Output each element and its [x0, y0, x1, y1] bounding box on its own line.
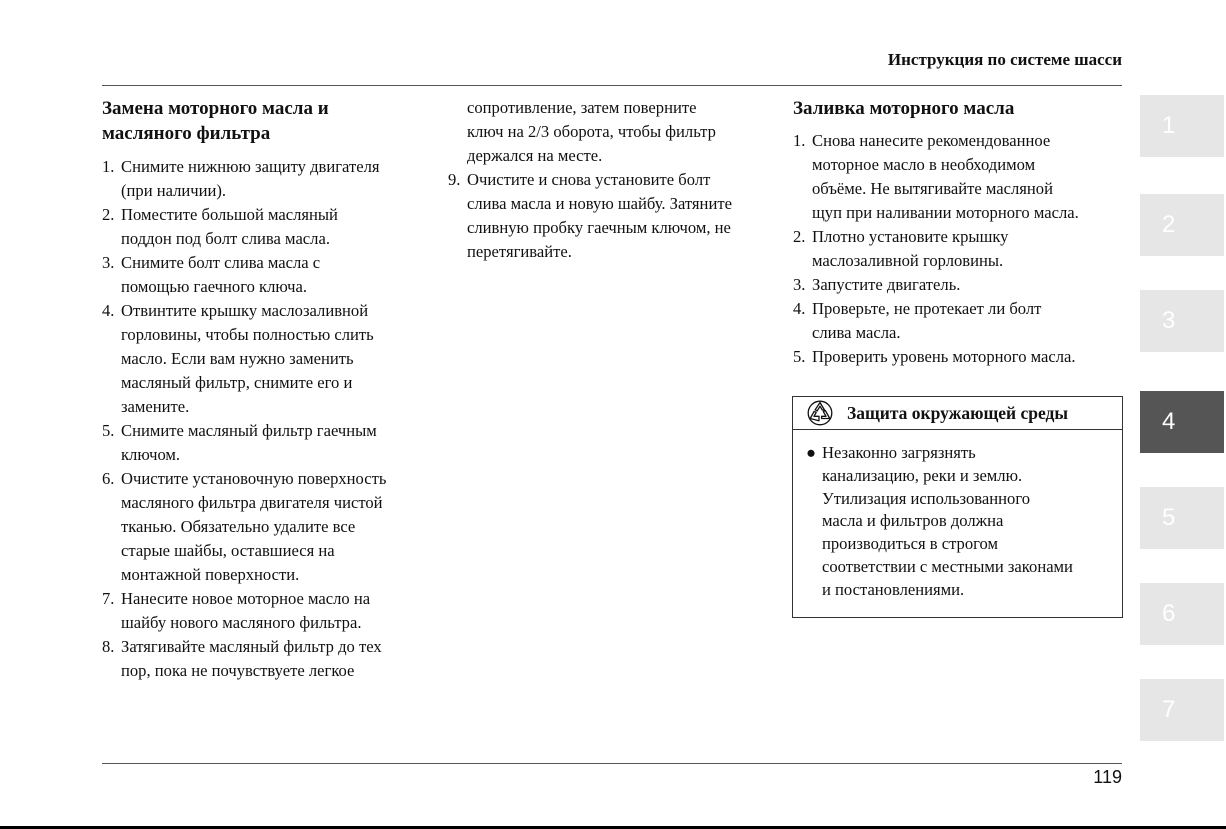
step-line: Очистите и снова установите болт	[467, 170, 711, 189]
bullet-dot: ●	[806, 443, 817, 462]
step-line: Затягивайте масляный фильтр до тех	[121, 637, 382, 656]
step-item	[793, 345, 1123, 369]
chapter-tab-5[interactable]	[1140, 487, 1224, 549]
step-item	[102, 251, 432, 299]
step-number: 5.	[102, 421, 115, 440]
notice-bullet-item	[806, 442, 1108, 602]
step-line: Проверьте, не протекает ли болт	[812, 299, 1042, 318]
step-item	[448, 168, 778, 264]
step-line: Запустите двигатель.	[812, 275, 961, 294]
column-left	[102, 96, 432, 683]
environment-notice-title: Защита окружающей среды	[847, 402, 1068, 423]
chapter-tab-label: 5	[1162, 504, 1176, 531]
step-line: Отвинтите крышку маслозаливной	[121, 301, 369, 320]
step-line: щуп при наливании моторного масла.	[812, 203, 1079, 222]
chapter-tab-label: 7	[1162, 696, 1176, 723]
page-number: 119	[1093, 767, 1122, 787]
step-item	[102, 467, 432, 587]
step-line: Проверить уровень моторного масла.	[812, 347, 1076, 366]
chapter-tab-label: 2	[1162, 211, 1176, 238]
column-right	[793, 96, 1123, 369]
step-number: 1.	[793, 131, 806, 150]
oil-fill-steps	[793, 129, 1123, 369]
step-line: масляного фильтра двигателя чистой	[121, 493, 383, 512]
notice-line: Незаконно загрязнять	[822, 443, 976, 462]
notice-line: соответствии с местными законами	[822, 556, 1073, 576]
chapter-tab-label: 3	[1162, 307, 1176, 334]
step-number: 2.	[793, 227, 806, 246]
step-continuation	[448, 96, 778, 168]
step-number: 3.	[102, 253, 115, 272]
section-title-line: Замена моторного масла и	[102, 98, 329, 119]
step-number: 3.	[793, 275, 806, 294]
step-line: сливную пробку гаечным ключом, не	[467, 218, 731, 237]
column-middle	[448, 96, 778, 264]
chapter-tab-1[interactable]	[1140, 95, 1224, 157]
step-item	[102, 419, 432, 467]
step-line: Снимите нижнюю защиту двигателя	[121, 157, 380, 176]
step-line: пор, пока не почувствуете легкое	[121, 661, 355, 680]
notice-line: и постановлениями.	[822, 579, 965, 599]
step-line: (при наличии).	[121, 181, 227, 200]
chapter-tab-6[interactable]	[1140, 583, 1224, 645]
section-title-oil-change	[102, 96, 432, 146]
step-line: Нанесите новое моторное масло на	[121, 589, 371, 608]
environment-notice-body	[793, 430, 1122, 602]
step-item	[102, 299, 432, 419]
section-title-line: масляного фильтра	[102, 123, 271, 144]
step-line: масло. Если вам нужно заменить	[121, 349, 354, 368]
step-number: 2.	[102, 205, 115, 224]
notice-line: производиться в строгом	[822, 534, 999, 554]
chapter-tab-3[interactable]	[1140, 290, 1224, 352]
environment-notice-header	[793, 397, 1122, 430]
step-number: 6.	[102, 469, 115, 488]
chapter-tab-label: 1	[1162, 112, 1176, 139]
step-line: держался на месте.	[467, 146, 603, 165]
step-item	[793, 129, 1123, 225]
chapter-tab-label: 6	[1162, 600, 1176, 627]
step-line: поддон под болт слива масла.	[121, 229, 330, 248]
step-item	[793, 297, 1123, 345]
notice-line: канализацию, реки и землю.	[822, 465, 1023, 485]
step-line: Снимите болт слива масла с	[121, 253, 321, 272]
step-line: Поместите большой масляный	[121, 205, 338, 224]
step-line: горловины, чтобы полностью слить	[121, 325, 374, 344]
step-number: 5.	[793, 347, 806, 366]
step-line: ключ на 2/3 оборота, чтобы фильтр	[467, 122, 716, 141]
step-line: помощью гаечного ключа.	[121, 277, 307, 296]
step-line: перетягивайте.	[467, 242, 572, 261]
step-number: 1.	[102, 157, 115, 176]
step-line: шайбу нового масляного фильтра.	[121, 613, 362, 632]
step-item	[793, 273, 1123, 297]
step-item	[102, 155, 432, 203]
step-line: Снимите масляный фильтр гаечным	[121, 421, 377, 440]
chapter-tab-label: 4	[1162, 408, 1176, 435]
section-title-oil-fill: Заливка моторного масла	[793, 98, 1015, 119]
recycle-icon	[807, 400, 833, 426]
step-line: слива масла и новую шайбу. Затяните	[467, 194, 732, 213]
step-line: монтажной поверхности.	[121, 565, 300, 584]
step-number: 4.	[102, 301, 115, 320]
step-item	[102, 587, 432, 635]
environment-notice-box	[792, 396, 1123, 618]
step-line: Очистите установочную поверхность	[121, 469, 387, 488]
step-number: 7.	[102, 589, 115, 608]
step-line: замените.	[121, 397, 190, 416]
chapter-tab-2[interactable]	[1140, 194, 1224, 256]
step-number: 8.	[102, 637, 115, 656]
step-number: 4.	[793, 299, 806, 318]
step-line: старые шайбы, оставшиеся на	[121, 541, 335, 560]
step-line: Плотно установите крышку	[812, 227, 1009, 246]
oil-change-steps-cont	[448, 168, 778, 264]
footer-divider	[102, 763, 1122, 764]
step-line: Снова нанесите рекомендованное	[812, 131, 1051, 150]
notice-line: масла и фильтров должна	[822, 511, 1004, 531]
step-line: сопротивление, затем поверните	[467, 98, 697, 117]
step-line: маслозаливной горловины.	[812, 251, 1004, 270]
step-number: 9.	[448, 170, 461, 189]
step-line: масляный фильтр, снимите его и	[121, 373, 353, 392]
step-line: слива масла.	[812, 323, 901, 342]
step-line: моторное масло в необходимом	[812, 155, 1036, 174]
step-item	[793, 225, 1123, 273]
step-line: тканью. Обязательно удалите все	[121, 517, 356, 536]
step-line: ключом.	[121, 445, 181, 464]
chapter-tab-4[interactable]	[1140, 391, 1224, 453]
page-header-title: Инструкция по системе шасси	[887, 50, 1122, 69]
oil-change-steps	[102, 155, 432, 683]
step-item	[102, 635, 432, 683]
step-item	[102, 203, 432, 251]
header-divider	[102, 85, 1122, 86]
step-line: объёме. Не вытягивайте масляной	[812, 179, 1053, 198]
chapter-tab-7[interactable]	[1140, 679, 1224, 741]
notice-line: Утилизация использованного	[822, 488, 1031, 508]
